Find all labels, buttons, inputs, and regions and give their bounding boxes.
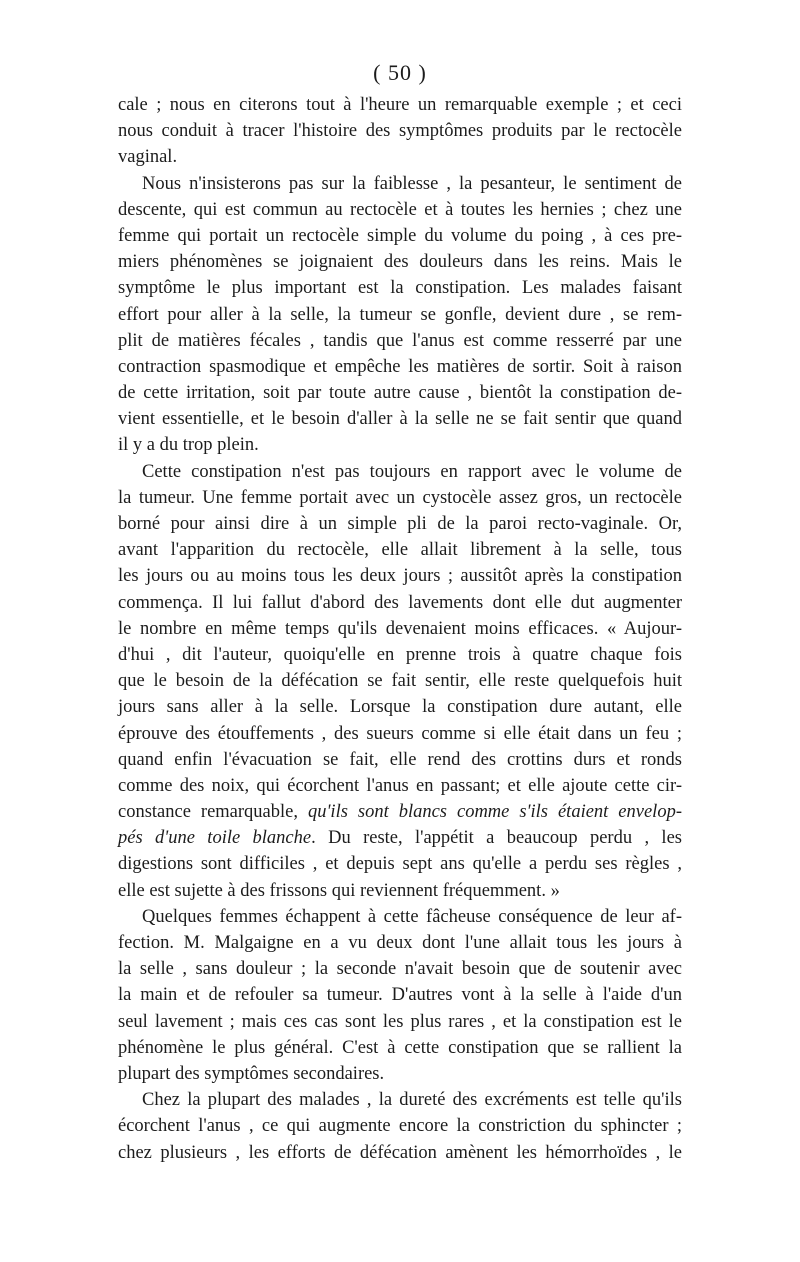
page-number: ( 50 ): [373, 60, 427, 85]
line-text: miers phénomènes se joignaient des douleurs dans les reins. Mais le: [118, 252, 682, 273]
text-line: [118, 1087, 682, 1113]
text-line: [118, 275, 682, 301]
line-text: la selle , sans douleur ; la seconde n'avait besoin que de soutenir avec: [118, 959, 682, 980]
line-text: femme qui portait un rectocèle simple du volume du poing , à ces pre-: [118, 225, 682, 246]
text-line: [118, 118, 682, 144]
text-line: [118, 328, 682, 354]
text-line: [118, 616, 682, 642]
text-line: [118, 904, 682, 930]
italic-text: pés d'une toile blanche: [118, 828, 312, 849]
text-line: [118, 92, 682, 118]
italic-text: qu'ils sont blancs comme s'ils étaient envelop-: [307, 802, 682, 823]
text-line: [118, 590, 682, 616]
text-line: [118, 354, 682, 380]
line-text: le nombre en même temps qu'ils devenaient moins efficaces. « Aujour-: [118, 618, 682, 639]
line-text: contraction spasmodique et empêche les matières de sortir. Soit à raison: [118, 356, 682, 377]
line-text: la main et de refouler sa tumeur. D'autres vont à la selle à l'aide d'un: [118, 985, 682, 1006]
line-text: quand enfin l'évacuation se fait, elle rend des crottins durs et ronds: [118, 749, 682, 770]
text-line: [118, 956, 682, 982]
line-text: plupart des symptômes secondaires.: [118, 1063, 385, 1084]
text-line: [118, 851, 682, 877]
text-line: [118, 1009, 682, 1035]
text-line: [118, 825, 682, 851]
line-text: symptôme le plus important est la constipation. Les malades faisant: [118, 278, 682, 299]
text-line: [118, 537, 682, 563]
line-text: Cette constipation n'est pas toujours en rapport avec le volume de: [142, 461, 682, 482]
text-line: [118, 694, 682, 720]
line-text: Quelques femmes échappent à cette fâcheuse conséquence de leur af-: [142, 906, 682, 927]
line-text: elle est sujette à des frissons qui reviennent fréquemment. »: [118, 880, 560, 901]
line-text: de cette irritation, soit par toute autre cause , bientôt la constipation de-: [118, 383, 682, 404]
line-text: que le besoin de la défécation se fait sentir, elle reste quelquefois huit: [118, 671, 682, 692]
line-text: seul lavement ; mais ces cas sont les plus rares , et la constipation est le: [118, 1011, 682, 1032]
text-line: [118, 485, 682, 511]
text-line: [118, 380, 682, 406]
text-line: [118, 197, 682, 223]
line-text: cale ; nous en citerons tout à l'heure un remarquable exemple ; et ceci: [118, 95, 682, 115]
text-line: [118, 144, 682, 170]
text-line: [118, 773, 682, 799]
line-text: digestions sont difficiles , et depuis sept ans qu'elle a perdu ses règles ,: [118, 854, 682, 875]
text-line: [118, 930, 682, 956]
text-line: [118, 642, 682, 668]
line-text: Chez la plupart des malades , la dureté des excréments est telle qu'ils: [142, 1090, 682, 1111]
line-text: vaginal.: [118, 147, 178, 168]
text-line: [118, 1035, 682, 1061]
text-line: [118, 223, 682, 249]
line-text: avant l'apparition du rectocèle, elle allait librement à la selle, tous: [118, 540, 682, 561]
line-text: écorchent l'anus , ce qui augmente encore la constriction du sphincter ;: [118, 1116, 682, 1137]
line-text: vient essentielle, et le besoin d'aller à la selle ne se fait sentir que quand: [118, 409, 682, 430]
line-text: d'hui , dit l'auteur, quoiqu'elle en prenne trois à quatre chaque fois: [118, 644, 682, 665]
text-line: [118, 721, 682, 747]
text-line: [118, 1061, 682, 1087]
line-text: nous conduit à tracer l'histoire des symptômes produits par le rectocèle: [118, 121, 682, 142]
line-text: borné pour ainsi dire à un simple pli de la paroi recto-vaginale. Or,: [118, 514, 682, 534]
line-text: éprouve des étouffements , des sueurs comme si elle était dans un feu ;: [118, 723, 682, 744]
line-text: plit de matières fécales , tandis que l'anus est comme resserré par une: [118, 330, 682, 351]
line-text: phénomène le plus général. C'est à cette constipation que se rallient la: [118, 1037, 682, 1058]
text-line: [118, 747, 682, 773]
line-text: constance remarquable,: [118, 802, 308, 823]
text-line: [118, 799, 682, 825]
line-text: la tumeur. Une femme portait avec un cystocèle assez gros, un rectocèle: [118, 487, 682, 508]
body-text: [118, 92, 682, 1166]
text-line: [118, 668, 682, 694]
text-line: [118, 406, 682, 432]
line-text: comme des noix, qui écorchent l'anus en passant; et elle ajoute cette cir-: [118, 775, 682, 796]
line-text: commença. Il lui fallut d'abord des lavements dont elle dut augmenter: [118, 592, 682, 613]
line-text: chez plusieurs , les efforts de défécation amènent les hémorrhoïdes , le: [118, 1142, 682, 1163]
line-text: fection. M. Malgaigne en a vu deux dont l'une allait tous les jours à: [118, 933, 682, 953]
text-line: [118, 511, 682, 537]
line-text: il y a du trop plein.: [118, 435, 259, 456]
text-line: [118, 249, 682, 275]
text-line: [118, 459, 682, 485]
line-text: les jours ou au moins tous les deux jours ; aussitôt après la constipation: [118, 566, 682, 587]
line-text: Nous n'insisterons pas sur la faiblesse , la pesanteur, le sentiment de: [142, 173, 682, 194]
text-line: [118, 1140, 682, 1166]
line-text: . Du reste, l'appétit a beaucoup perdu , les: [311, 828, 682, 849]
line-text: descente, qui est commun au rectocèle et à toutes les hernies ; chez une: [118, 199, 682, 220]
line-text: effort pour aller à la selle, la tumeur se gonfle, devient dure , se rem-: [118, 304, 682, 325]
text-line: [118, 432, 682, 458]
text-line: [118, 1113, 682, 1139]
text-line: [118, 878, 682, 904]
text-line: [118, 302, 682, 328]
text-line: [118, 563, 682, 589]
text-line: [118, 982, 682, 1008]
line-text: jours sans aller à la selle. Lorsque la constipation dure autant, elle: [118, 697, 682, 718]
text-line: [118, 171, 682, 197]
